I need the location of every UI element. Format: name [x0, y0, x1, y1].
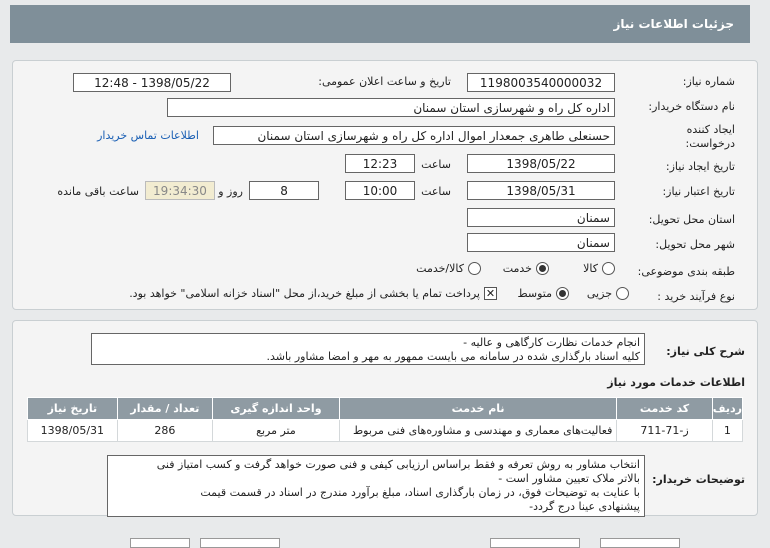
summary-line-2: کلیه اسناد بارگذاری شده در سامانه می بایست ممهور به مهر و امضا مشاور باشد. [266, 350, 640, 363]
creator-field: حسنعلی طاهری جمعدار اموال اداره کل راه و شهرسازی استان سمنان [213, 126, 615, 145]
created-time-field: 12:23 [345, 154, 415, 173]
creator-label: ایجاد کننده درخواست: [685, 123, 735, 150]
both-radio[interactable] [468, 262, 481, 275]
goods-radio[interactable] [602, 262, 615, 275]
summary-box [91, 333, 645, 365]
days-label: روز و [218, 185, 243, 198]
col-unit: واحد اندازه گیری [213, 398, 340, 420]
process-medium-option[interactable] [517, 287, 569, 300]
created-date-field: 1398/05/22 [467, 154, 615, 173]
buyer-notes-label: توضیحات خریدار: [652, 473, 745, 486]
medium-radio[interactable] [556, 287, 569, 300]
col-name: نام خدمت [339, 398, 616, 420]
category-label: طبقه بندی موضوعی: [637, 265, 735, 278]
col-qty: تعداد / مقدار [117, 398, 212, 420]
notes-line-4: پیشنهادی عینا درج گردد- [529, 500, 640, 513]
col-code: کد خدمت [617, 398, 712, 420]
category-goods-option[interactable] [583, 262, 615, 275]
days-field: 8 [249, 181, 319, 200]
service-label: خدمت [502, 262, 532, 275]
remaining-time-field: 19:34:30 [145, 181, 215, 200]
announce-field: 1398/05/22 - 12:48 [73, 73, 231, 92]
valid-time-label: ساعت [421, 185, 451, 198]
services-table [27, 397, 743, 442]
summary-label: شرح کلی نیاز: [666, 345, 745, 358]
notes-line-3: با عنایت به توضیحات فوق، در زمان بارگذاری اسناد، مبلغ برآورد مندرج در اسناد در قسمت قیمت [200, 486, 640, 499]
city-field: سمنان [467, 233, 615, 252]
process-label: نوع فرآیند خرید : [657, 290, 735, 303]
page-title: جزئیات اطلاعات نیاز [613, 17, 734, 31]
valid-date-label: تاریخ اعتبار نیاز: [662, 185, 735, 198]
bottom-button-4[interactable] [130, 538, 190, 548]
cell-name: فعالیت‌های معماری و مهندسی و مشاوره‌های فنی مربوط [339, 420, 616, 442]
cell-date: 1398/05/31 [28, 420, 118, 442]
province-label: استان محل تحویل: [648, 213, 735, 226]
both-label: کالا/خدمت [416, 262, 464, 275]
col-date: تاریخ نیاز [28, 398, 118, 420]
bottom-button-1[interactable] [600, 538, 680, 548]
created-time-label: ساعت [421, 158, 451, 171]
services-title: اطلاعات خدمات مورد نیاز [607, 376, 745, 389]
goods-label: کالا [583, 262, 598, 275]
announce-label: تاریخ و ساعت اعلان عمومی: [318, 75, 451, 88]
cell-row: 1 [712, 420, 742, 442]
category-service-option[interactable] [503, 262, 549, 275]
bottom-button-3[interactable] [200, 538, 280, 548]
province-field: سمنان [467, 208, 615, 227]
valid-date-field: 1398/05/31 [467, 181, 615, 200]
payment-note: پرداخت تمام یا بخشی از مبلغ خرید،از محل "اسناد خزانه اسلامی" خواهد بود. [129, 287, 480, 300]
service-radio[interactable] [536, 262, 549, 275]
cell-code: ز-71-711 [617, 420, 712, 442]
payment-note-option[interactable] [129, 287, 497, 300]
summary-line-1: انجام خدمات نظارت کارگاهی و عالیه - [463, 336, 640, 349]
category-both-option[interactable] [416, 262, 481, 275]
notes-line-1: انتخاب مشاور به روش تعرفه و فقط براساس ارزیابی کیفی و فنی صورت خواهد گرفت و کسب امتیاز فنی [156, 458, 640, 471]
need-details-panel [12, 320, 758, 516]
remaining-label: ساعت باقی مانده [57, 185, 139, 198]
treasury-checkbox[interactable]: ✕ [485, 287, 496, 300]
table-row [28, 420, 743, 442]
valid-time-field: 10:00 [345, 181, 415, 200]
medium-label: متوسط [517, 287, 552, 300]
cell-unit: متر مربع [213, 420, 340, 442]
city-label: شهر محل تحویل: [655, 238, 735, 251]
col-row: ردیف [712, 398, 742, 420]
need-number-field: 1198003540000032 [467, 73, 615, 92]
cell-qty: 286 [117, 420, 212, 442]
notes-line-2: بالاتر ملاک تعیین مشاور است - [498, 472, 640, 485]
need-info-panel [12, 60, 758, 310]
process-partial-option[interactable] [587, 287, 629, 300]
buyer-org-field: اداره کل راه و شهرسازی استان سمنان [167, 98, 615, 117]
need-number-label: شماره نیاز: [682, 75, 735, 88]
partial-radio[interactable] [616, 287, 629, 300]
bottom-button-2[interactable] [490, 538, 580, 548]
buyer-org-label: نام دستگاه خریدار: [648, 100, 735, 113]
partial-label: جزیی [586, 287, 612, 300]
page-header [10, 5, 750, 43]
created-date-label: تاریخ ایجاد نیاز: [665, 160, 735, 173]
buyer-notes-box [107, 455, 645, 517]
contact-buyer-link[interactable]: اطلاعات تماس خریدار [97, 129, 199, 142]
